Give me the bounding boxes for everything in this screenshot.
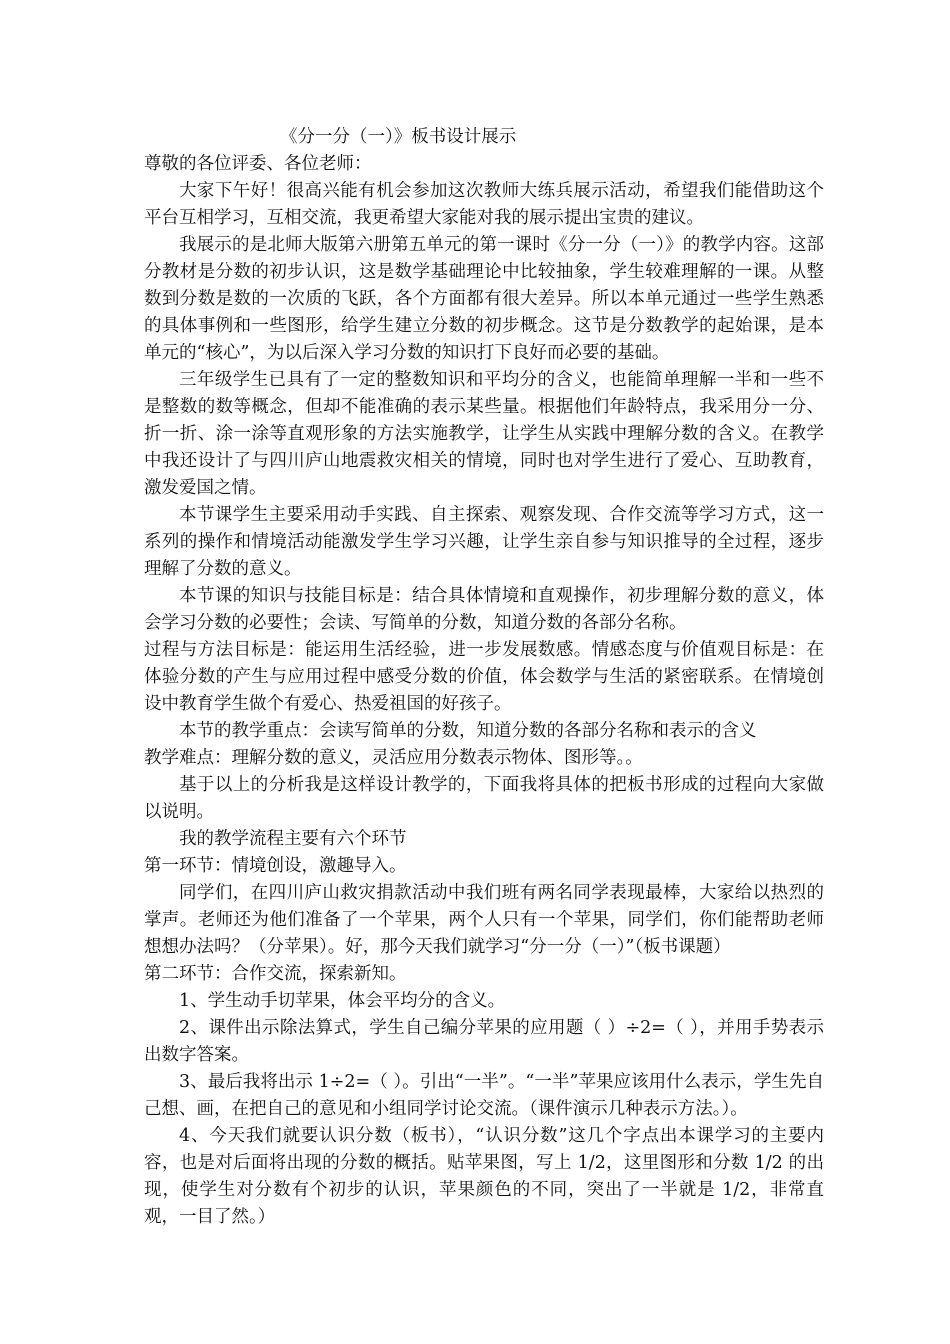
paragraph: 第二环节：合作交流，探索新知。 (144, 964, 407, 984)
paragraph: 过程与方法目标是：能运用生活经验，进一步发展数感。情感态度与价值观目标是：在体验分数的产生与应用过程中感受分数的价值，体会数学与生活的紧密联系。在情境创设中教育学生做个有爱心、热爱祖国的好孩子。 (144, 640, 824, 714)
paragraph: 基于以上的分析我是这样设计教学的，下面我将具体的把板书形成的过程向大家做以说明。 (144, 775, 824, 822)
paragraph: 本节课学生主要采用动手实践、自主探索、观察发现、合作交流等学习方式，这一系列的操作和情境活动能激发学生学习兴趣，让学生亲自参与知识推导的全过程，逐步理解了分数的意义。 (144, 505, 824, 579)
paragraph: 1、学生动手切苹果，体会平均分的含义。 (179, 991, 506, 1011)
paragraph: 三年级学生已具有了一定的整数知识和平均分的含义，也能简单理解一半和一些不是整数的数等概念，但却不能准确的表示某些量。根据他们年龄特点，我采用分一分、折一折、涂一涂等直观形象的方法实施教学，让学生从实践中理解分数的含义。在教学中我还设计了与四川庐山地震救灾相关的情境，同时也对学生进行了爱心、互助教育，激发爱国之情。 (144, 370, 824, 498)
document-title: 《分一分（一）》板书设计展示 (280, 127, 517, 147)
paragraph-list (144, 151, 824, 1231)
paragraph: 本节课的知识与技能目标是：结合具体情境和直观操作，初步理解分数的意义，体会学习分数的必要性；会读、写简单的分数，知道分数的各部分名称。 (144, 586, 824, 633)
paragraph: 4、今天我们就要认识分数（板书），“认识分数”这几个字点出本课学习的主要内容，也是对后面将出现的分数的概括。贴苹果图，写上 1/2，这里图形和分数 1/2 的出现，使学生对分数有个初步的认识，苹果颜色的不同，突出了一半就是 1/2，非常直观，一目了然。） (144, 1126, 824, 1227)
paragraph: 本节的教学重点：会读写简单的分数，知道分数的各部分名称和表示的含义 (179, 721, 757, 741)
document-body (144, 124, 824, 1231)
paragraph: 尊敬的各位评委、各位老师： (144, 154, 372, 174)
paragraph: 2、课件出示除法算式，学生自己编分苹果的应用题（ ）÷2=（ ），并用手势表示出数字答案。 (144, 1018, 824, 1065)
paragraph: 教学难点：理解分数的意义，灵活应用分数表示物体、图形等。。 (144, 748, 643, 768)
paragraph: 3、最后我将出示 1÷2=（ ）。引出“一半”。“一半”苹果应该用什么表示，学生先自己想、画，在把自己的意见和小组同学讨论交流。（课件演示几种表示方法。）。 (144, 1072, 824, 1119)
paragraph: 我展示的是北师大版第六册第五单元的第一课时《分一分（一）》的教学内容。这部分教材是分数的初步认识，这是数学基础理论中比较抽象，学生较难理解的一课。从整数到分数是数的一次质的飞跃，各个方面都有很大差异。所以本单元通过一些学生熟悉的具体事例和一些图形，给学生建立分数的初步概念。这节是分数教学的起始课，是本单元的“核心”，为以后深入学习分数的知识打下良好而必要的基础。 (144, 235, 824, 363)
paragraph: 我的教学流程主要有六个环节 (179, 829, 407, 849)
paragraph: 同学们，在四川庐山救灾捐款活动中我们班有两名同学表现最棒，大家给以热烈的掌声。老师还为他们准备了一个苹果，两个人只有一个苹果，同学们，你们能帮助老师想想办法吗？（分苹果）。好，那今天我们就学习“分一分（一）”（板书课题） (144, 883, 824, 957)
paragraph: 第一环节：情境创设，激趣导入。 (144, 856, 407, 876)
paragraph: 大家下午好！很高兴能有机会参加这次教师大练兵展示活动，希望我们能借助这个平台互相学习，互相交流，我更希望大家能对我的展示提出宝贵的建议。 (144, 181, 824, 228)
